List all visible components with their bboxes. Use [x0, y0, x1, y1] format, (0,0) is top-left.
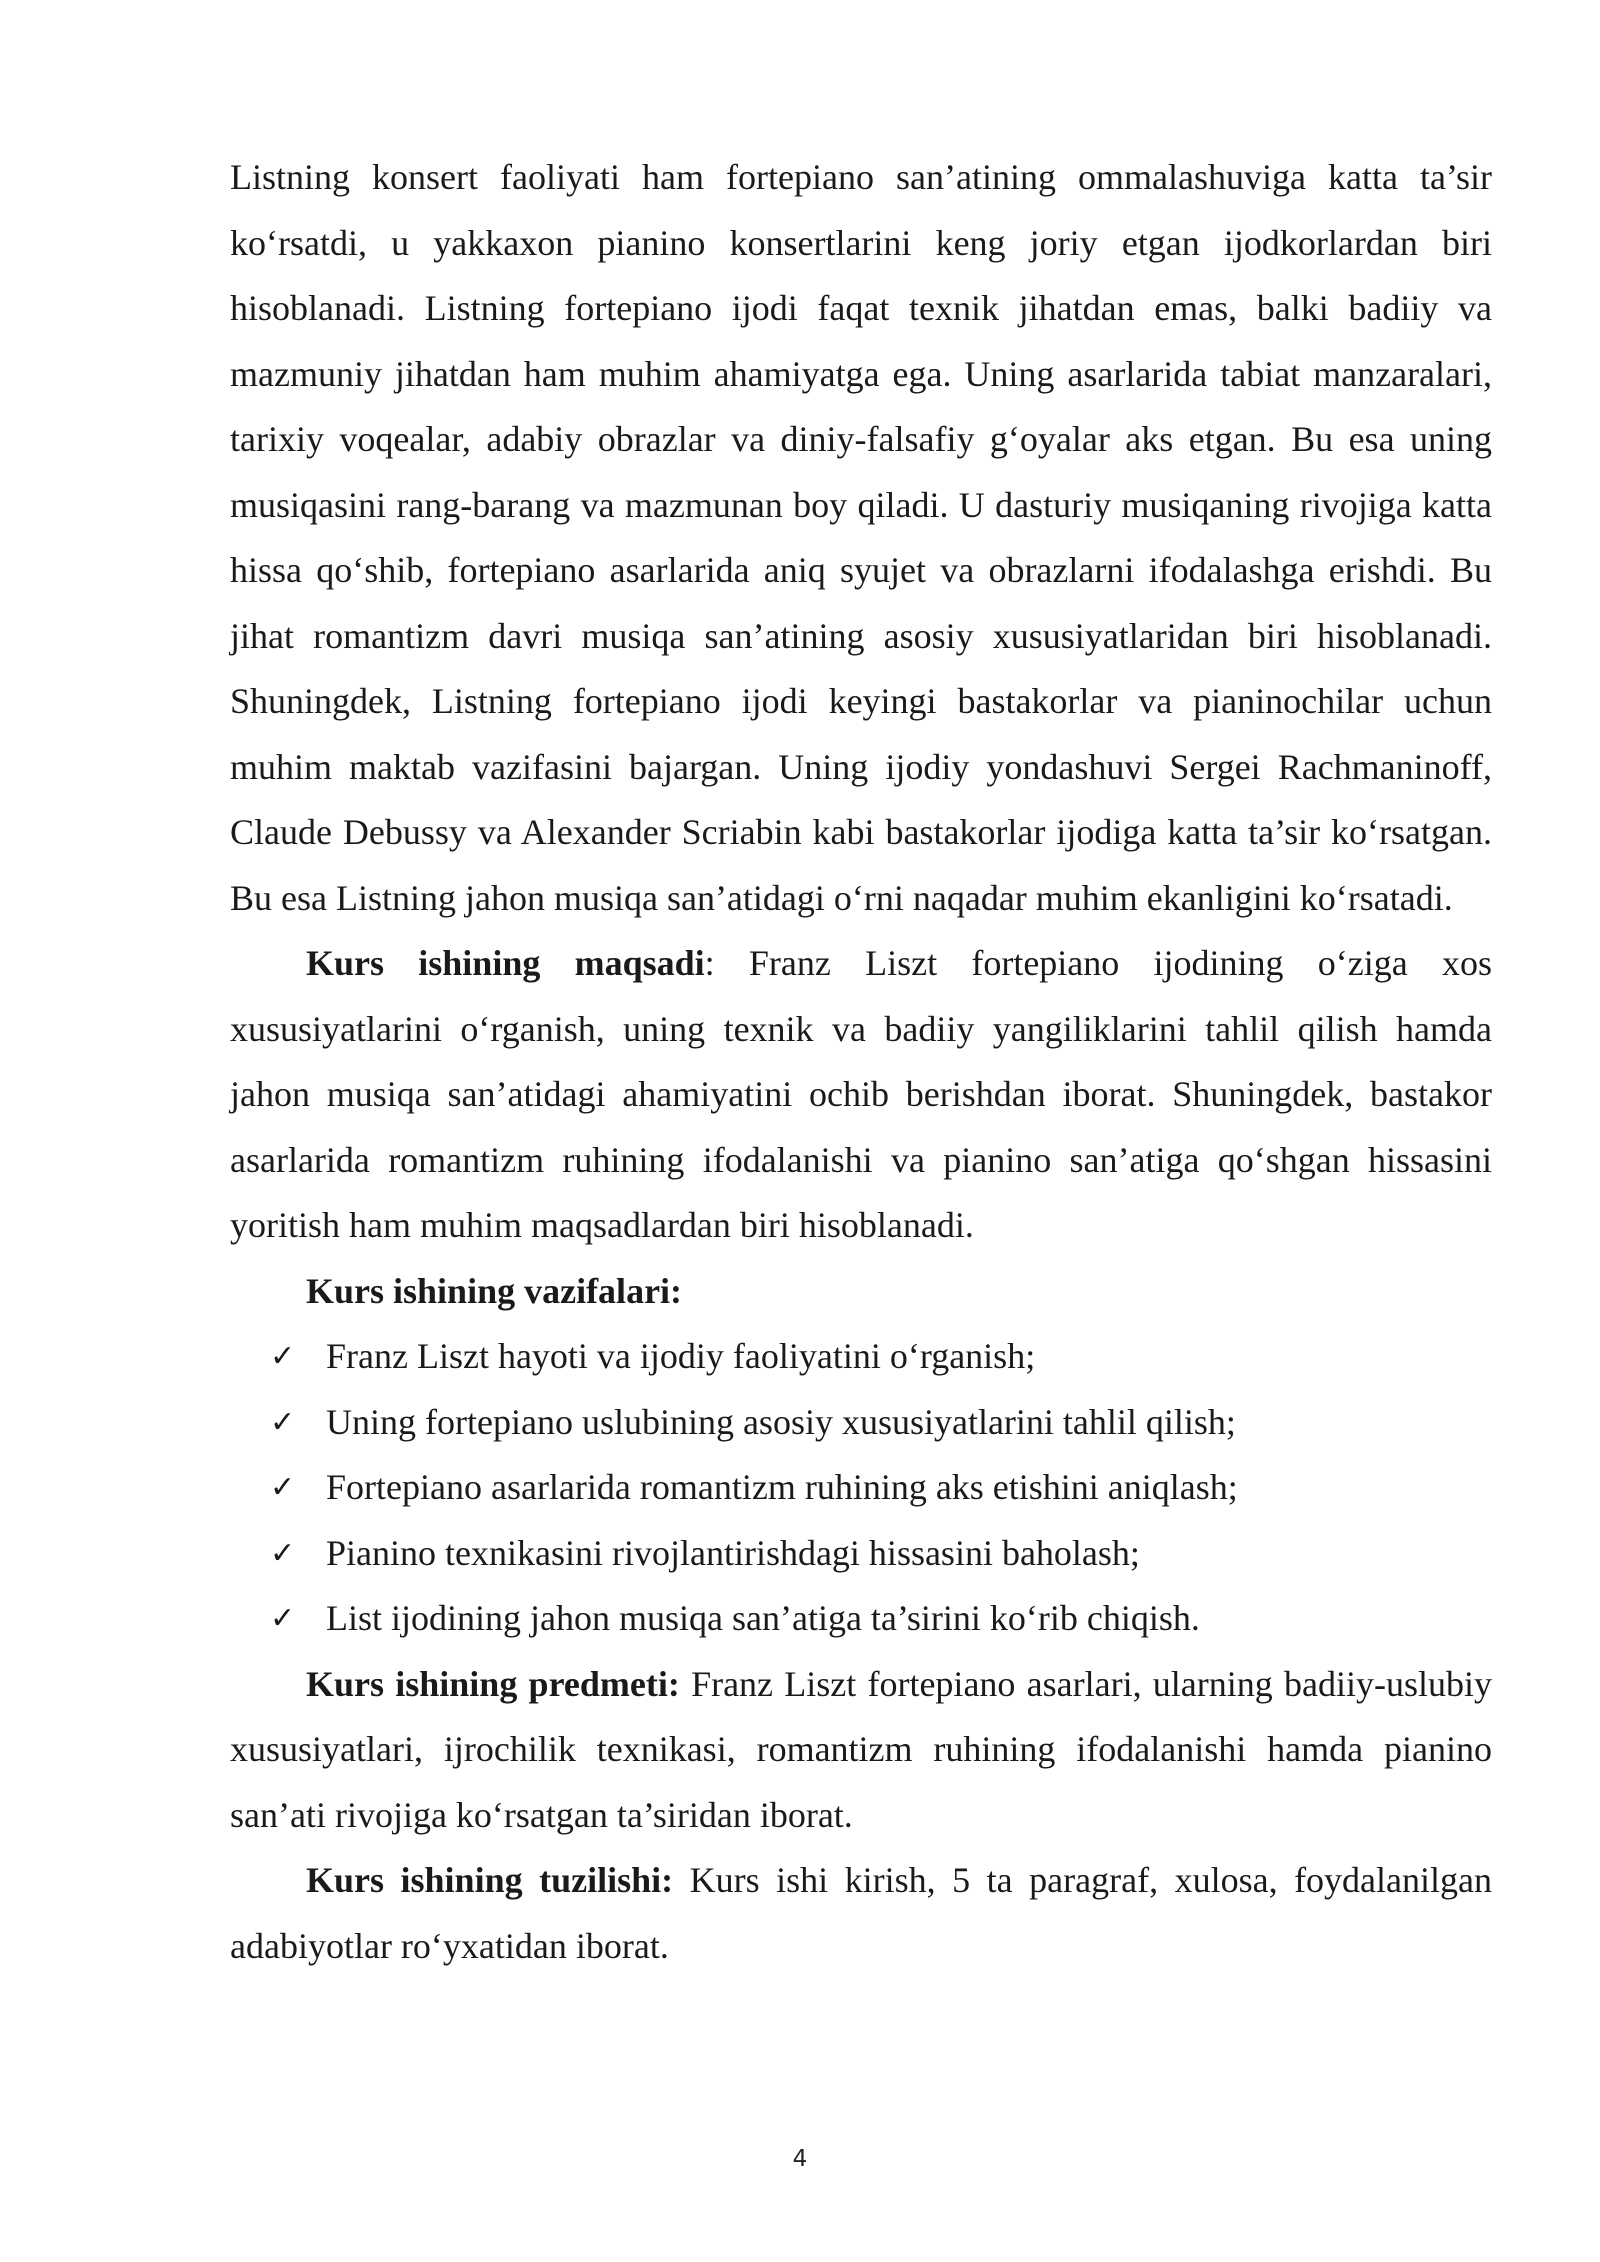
task-text: Pianino texnikasini rivojlantirishdagi hissasini baholash; [326, 1532, 1140, 1573]
list-item [230, 1390, 1492, 1456]
tasks-heading [230, 1259, 1492, 1325]
task-text: Uning fortepiano uslubining asosiy xususiyatlarini tahlil qilish; [326, 1401, 1236, 1442]
checkmark-icon: ✓ [270, 1535, 296, 1571]
checkmark-icon: ✓ [270, 1404, 296, 1440]
page-body [230, 145, 1492, 1979]
intro-paragraph: Listning konsert faoliyati ham fortepiano san’atining ommalashuviga katta ta’sir ko‘rsatdi, u yakkaxon pianino konsertlarini keng joriy etgan ijodkorlardan biri hisoblanadi. Listning fortepiano ijodi faqat texnik jihatdan emas, balki badiiy va mazmuniy jihatdan ham muhim ahamiyatga ega. Uning asarlarida tabiat manzaralari, tarixiy voqealar, adabiy obrazlar va diniy-falsafiy g‘oyalar aks etgan. Bu esa uning musiqasini rang-barang va mazmunan boy qiladi. U dasturiy musiqaning rivojiga katta hissa qo‘shib, fortepiano asarlarida aniq syujet va obrazlarni ifodalashga erishdi. Bu jihat romantizm davri musiqa san’atining asosiy xususiyatlaridan biri hisoblanadi. Shuningdek, Listning fortepiano ijodi keyingi bastakorlar va pianinochilar uchun muhim maktab vazifasini bajargan. Uning ijodiy yondashuvi Sergei Rachmaninoff, Claude Debussy va Alexander Scriabin kabi bastakorlar ijodiga katta ta’sir ko‘rsatgan. Bu esa Listning jahon musiqa san’atidagi o‘rni naqadar muhim ekanligini ko‘rsatadi. [230, 157, 1492, 918]
structure-paragraph [230, 1848, 1492, 1979]
tasks-heading-label: Kurs ishining vazifalari: [306, 1270, 683, 1311]
list-item [230, 1521, 1492, 1587]
goal-text: Franz Liszt fortepiano ijodining o‘ziga xos xususiyatlarini o‘rganish, uning texnik va badiiy yangiliklarini tahlil qilish hamda jahon musiqa san’atidagi ahamiyatini ochib berishdan iborat. Shuningdek, bastakor asarlarida romantizm ruhining ifodalanishi va pianino san’atiga qo‘shgan hissasini yoritish ham muhim maqsadlardan biri hisoblanadi. [230, 943, 1492, 1245]
checkmark-icon: ✓ [270, 1339, 296, 1374]
goal-separator: : [704, 943, 715, 983]
subject-label: Kurs ishining predmeti: [306, 1663, 680, 1704]
page-number: 4 [792, 2146, 808, 2172]
task-text: List ijodining jahon musiqa san’atiga ta’sirini ko‘rib chiqish. [326, 1598, 1200, 1638]
list-item [230, 1586, 1492, 1652]
subject-text: Franz Liszt fortepiano asarlari, ularning badiiy-uslubiy xususiyatlari, ijrochilik texnikasi, romantizm ruhining ifodalanishi hamda pianino san’ati rivojiga ko‘rsatgan ta’siridan iborat. [230, 1663, 1492, 1835]
checkmark-icon: ✓ [270, 1601, 296, 1636]
list-item [230, 1324, 1492, 1390]
goal-label: Kurs ishining maqsadi [306, 943, 705, 983]
goal-paragraph [230, 931, 1492, 1259]
structure-label: Kurs ishining tuzilishi: [306, 1860, 674, 1900]
checkmark-icon: ✓ [270, 1470, 296, 1505]
task-text: Fortepiano asarlarida romantizm ruhining aks etishini aniqlash; [326, 1467, 1238, 1507]
tasks-list [230, 1324, 1492, 1652]
subject-paragraph [230, 1652, 1492, 1849]
list-item [230, 1455, 1492, 1521]
task-text: Franz Liszt hayoti va ijodiy faoliyatini o‘rganish; [326, 1336, 1036, 1376]
structure-text: Kurs ishi kirish, 5 ta paragraf, xulosa, foydalanilgan adabiyotlar ro‘yxatidan iborat. [230, 1860, 1492, 1966]
